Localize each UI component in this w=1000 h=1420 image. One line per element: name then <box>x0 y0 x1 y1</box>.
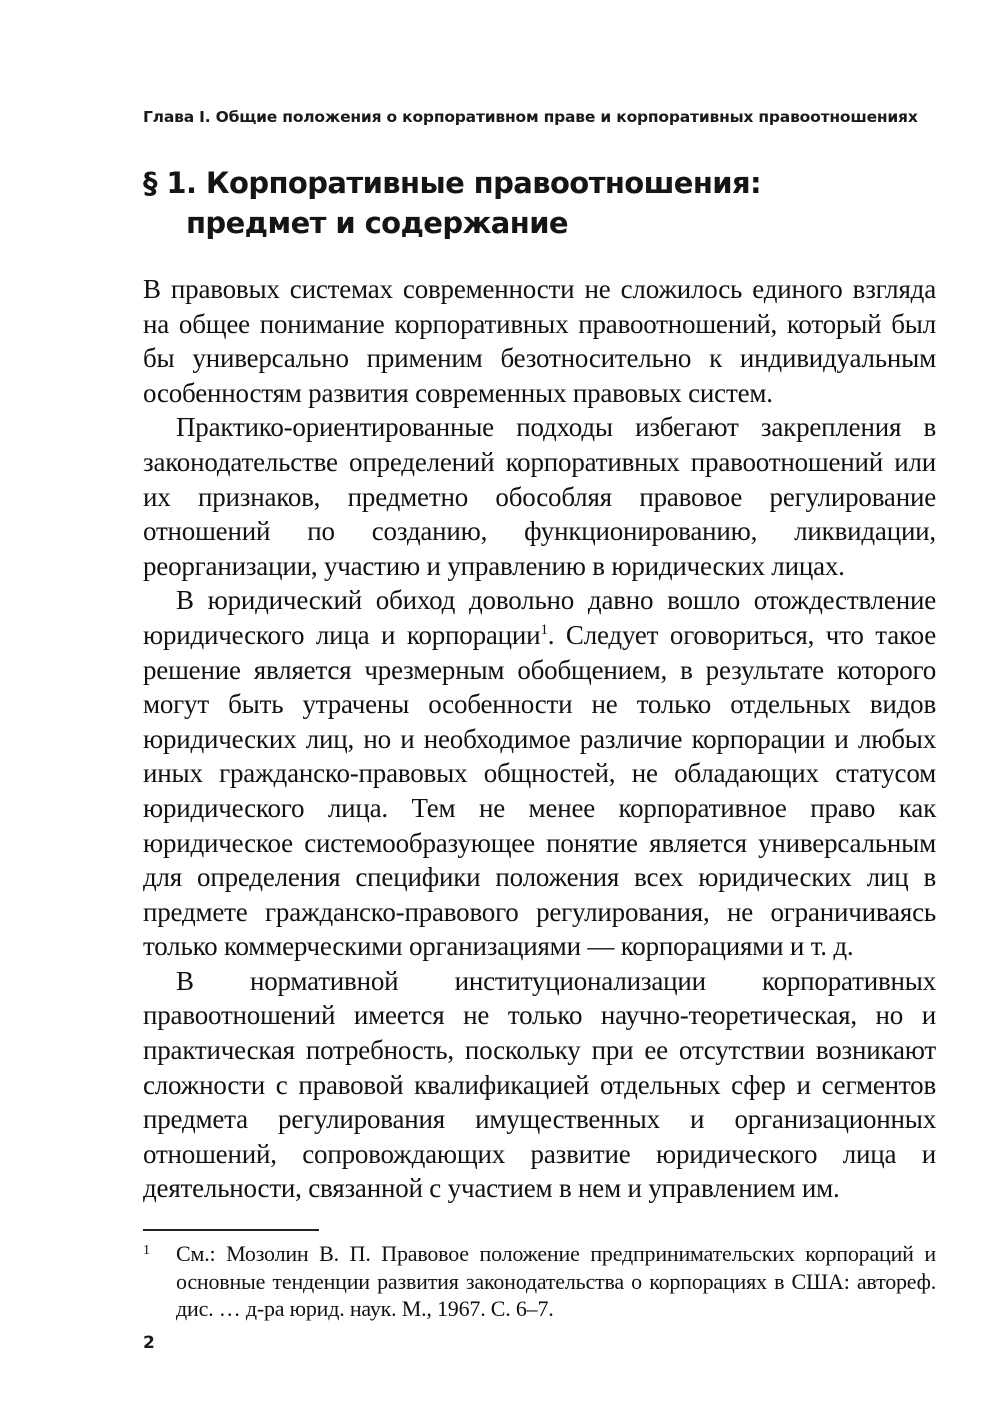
page-number: 2 <box>143 1333 155 1353</box>
section-title-line-2: предмет и содержание <box>186 206 568 240</box>
footnote-mark: 1 <box>143 1243 150 1258</box>
paragraph-text: В нормативной институционализации корпоративных правоотношений имеется не только научно-теоретическая, но и практическая потребность, поскольку при ее отсутствии возникают сложности с правовой квалификацией отдельных сфер и сегментов предмета регулирования имущественных и организационных отношений, сопровождающих развитие юридического лица и деятельности, связанной с участием в нем и управлением им. <box>143 965 936 1204</box>
section-title <box>143 163 923 243</box>
paragraph-1 <box>143 272 936 410</box>
paragraph-2 <box>143 410 936 583</box>
paragraph-4 <box>143 964 936 1206</box>
paragraph-text: В правовых системах современности не сложилось единого взгляда на общее понимание корпоративных правоотношений, который был бы универсально применим безотносительно к индивидуальным особенностям развития современных правовых систем. <box>143 274 936 408</box>
running-head: Глава I. Общие положения о корпоративном праве и корпоративных правоотношениях <box>143 108 918 126</box>
footnote-reference[interactable]: 1 <box>540 621 548 638</box>
paragraph-text: . Следует оговориться, что такое решение является чрезмерным обобщением, в результате которого могут быть утрачены особенности не только отдельных видов юридических лиц, но и необходимое различие корпорации и любых иных гражданско-правовых общностей, не обладающих статусом юридического лица. Тем не менее корпоративное право как юридическое системообразующее понятие является универсальным для определения специфики положения всех юридических лиц в предмете гражданско-правового регулирования, не ограничиваясь только коммерческими организациями — корпорациями и т. д. <box>143 619 936 962</box>
paragraph-text: Практико-ориентированные подходы избегают закрепления в законодательстве определений корпоративных правоотношений или их признаков, предметно обособляя правовое регулирование отношений по созданию, функционированию, ликвидации, реорганизации, участию и управлению в юридических лицах. <box>143 412 936 581</box>
footnote-text: См.: Мозолин В. П. Правовое положение предпринимательских корпораций и основные тенденции развития законодательства о корпорациях в США: автореф. дис. … д-ра юрид. наук. М., 1967. С. 6–7. <box>176 1241 936 1321</box>
body-text <box>143 272 936 1206</box>
footnote-divider <box>143 1229 319 1231</box>
footnote <box>143 1240 936 1323</box>
paragraph-text: В юридический обиход довольно давно вошло отождествление юридического лица и корпорации <box>143 585 936 650</box>
paragraph-3 <box>143 583 936 964</box>
section-title-line-1: § 1. Корпоративные правоотношения: <box>143 166 762 200</box>
